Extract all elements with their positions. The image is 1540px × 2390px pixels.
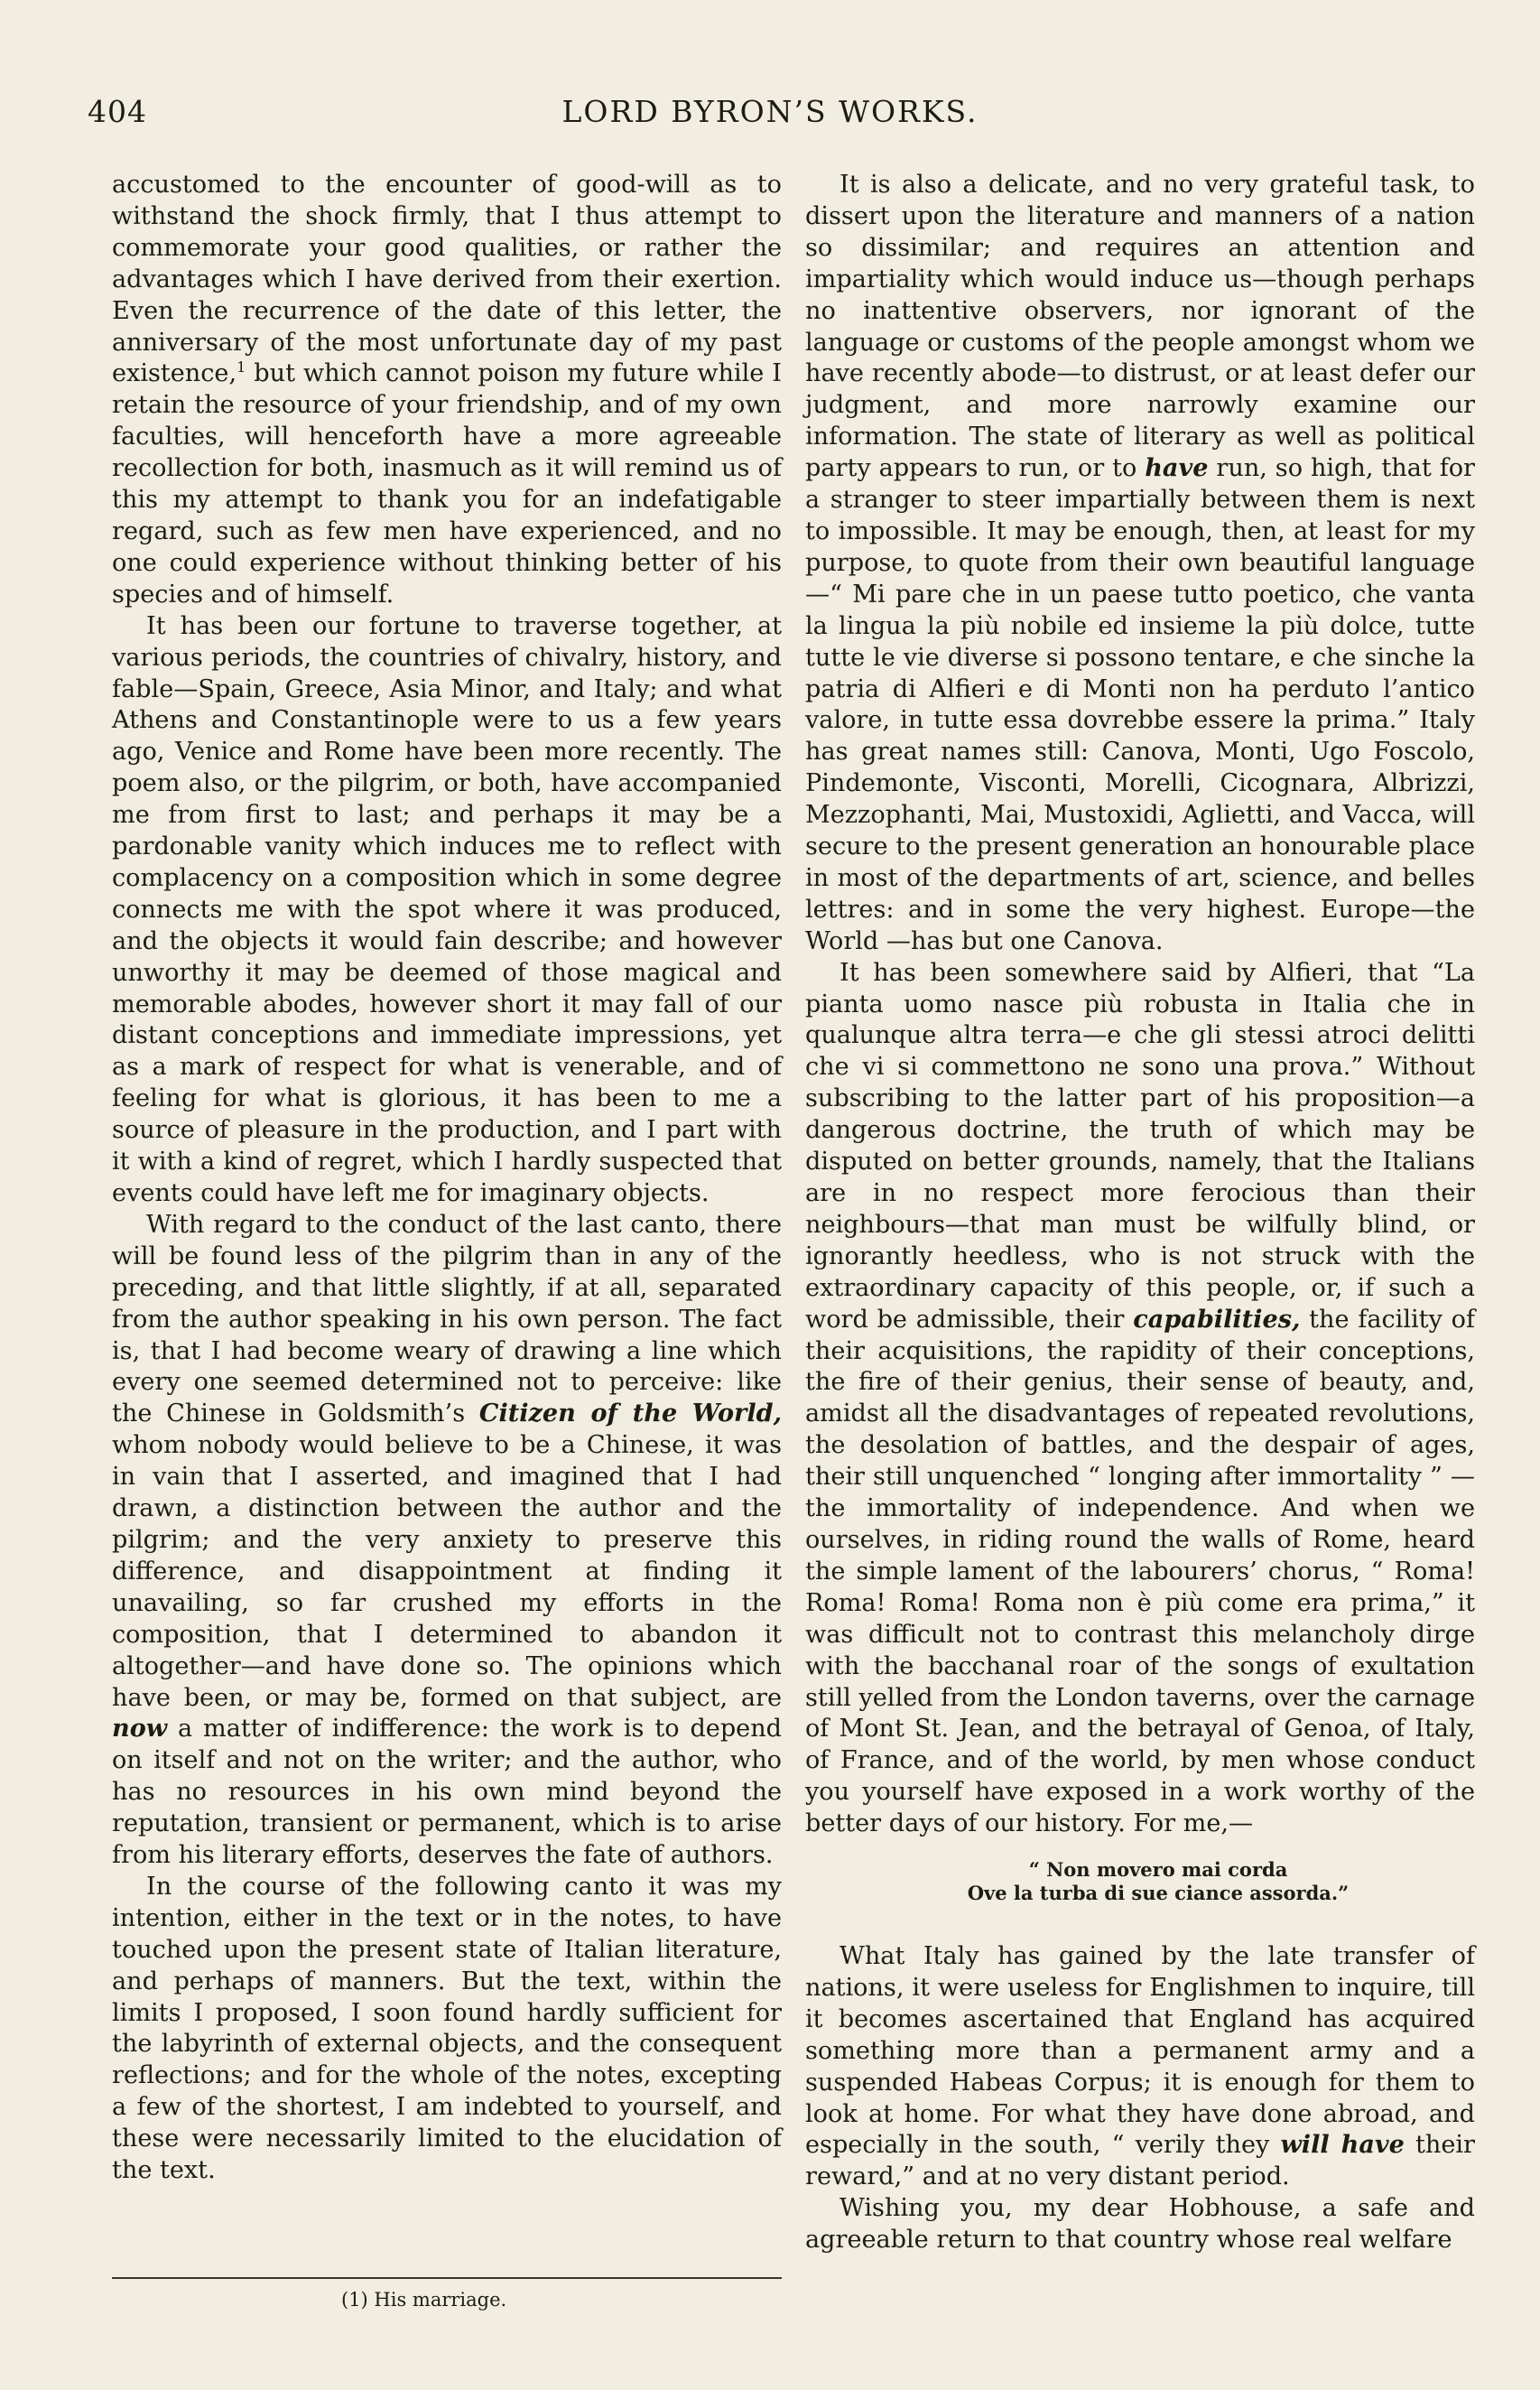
paragraph: In the course of the following canto it was my intention, either in the text or in the notes, to have touched upon the present state of Italian literature, and perhaps of manners. But the text, within the limits I proposed, I soon found hardly sufficient for the labyrinth of external objects, and the consequent reflections; and for the whole of the notes, excepting a few of the shortest, I am indebted to yourself, and these were necessarily limited to the elucidation of the text.: [112, 1872, 782, 2185]
paragraph: Wishing you, my dear Hobhouse, a safe and agreeable return to that country whose real welfare: [805, 2194, 1475, 2255]
quote-line: Ove la turba di sue ciance assorda.”: [967, 1882, 1350, 1905]
running-title: LORD BYRON’S WORKS.: [561, 94, 979, 129]
book-title: Citizen of the World,: [478, 1400, 783, 1428]
left-column: [112, 170, 782, 2187]
paragraph: With regard to the conduct of the last canto, there will be found less of the pilgrim than in any of the preceding, and that little slightly, if at all, separated from the author speaking in his own person. The fact is, that I had become weary of drawing a line which every one seemed determined not to perceive: like the Chinese in Goldsmith’s Citizen of the World, whom nobody would believe to be a Chinese, it was in vain that I asserted, and imagined that I had drawn, a distinction between the author and the pilgrim; and the very anxiety to preserve this difference, and disappointment at finding it unavailing, so far crushed my efforts in the composition, that I determined to abandon it altogether—and have done so. The opinions which have been, or may be, formed on that subject, are now a matter of indifference: the work is to depend on itself and not on the writer; and the author, who has no resources in his own mind beyond the reputation, transient or permanent, which is to arise from his literary efforts, deserves the fate of authors.: [112, 1210, 783, 1870]
paragraph: It is also a delicate, and no very grateful task, to dissert upon the literature and manners of a nation so dissimilar; and requires an attention and impartiality which would induce us—though perhaps no inattentive observers, nor ignorant of the language or customs of the people amongst whom we have recently abode—to distrust, or at least defer our judgment, and more narrowly examine our information. The state of literary as well as political party appears to run, or to have run, so high, that for a stranger to steer impartially between them is next to impossible. It may be enough, then, at least for my purpose, to quote from their own beautiful language—“ Mi pare che in un paese tutto poetico, che vanta la lingua la più nobile ed insieme la più dolce, tutte tutte le vie diverse si possono tentare, e che sinche la patria di Alfieri e di Monti non ha perduto l’antico valore, in tutte essa dovrebbe essere la prima.” Italy has great names still: Canova, Monti, Ugo Foscolo, Pindemonte, Visconti, Morelli, Cicognara, Albrizzi, Mezzophanti, Mai, Mustoxidi, Aglietti, and Vacca, will secure to the present generation an honourable place in most of the departments of art, science, and belles lettres: and in some the very highest. Europe—the World —has but one Canova.: [805, 171, 1475, 955]
footnote-rule: [112, 2277, 782, 2279]
right-column: [805, 170, 1475, 2256]
paragraph: What Italy has gained by the late transfer of nations, it were useless for Englishmen to inquire, till it becomes ascertained that England has acquired something more than a permanent army and a suspended Habeas Corpus; it is enough for them to look at home. For what they have done abroad, and especially in the south, “ verily they will have their reward,” and at no very distant period.: [805, 1942, 1475, 2191]
paragraph: accustomed to the encounter of good-will as to withstand the shock firmly, that I thus attempt to commemorate your good qualities, or rather the advantages which I have derived from their exertion. Even the recurrence of the date of this letter, the anniversary of the most unfortunate day of my past existence,$^1$ but which cannot poison my future while I retain the resource of your friendship, and of my own faculties, will henceforth have a more agreeable recollection for both, inasmuch as it will remind us of this my attempt to thank you for an indefatigable regard, such as few men have experienced, and no one could experience without thinking better of his species and of himself.: [112, 171, 782, 609]
page-number: 404: [88, 94, 147, 129]
footnote: (1) His marriage.: [341, 2289, 507, 2311]
paragraph: It has been somewhere said by Alfieri, that “La pianta uomo nasce più robusta in Italia che in qualunque altra terra—e che gli stessi atroci delitti che vi si commettono ne sono una prova.” Without subscribing to the latter part of his proposition—a dangerous doctrine, the truth of which may be disputed on better grounds, namely, that the Italians are in no respect more ferocious than their neighbours—that man must be wilfully blind, or ignorantly heedless, who is not struck with the extraordinary capacity of this people, or, if such a word be admissible, their capabilities, the facility of their acquisitions, the rapidity of their conceptions, the fire of their genius, their sense of beauty, and, amidst all the disadvantages of repeated revolutions, the desolation of battles, and the despair of ages, their still unquenched “ longing after immortality ” —the immortality of independence. And when we ourselves, in riding round the walls of Rome, heard the simple lament of the labourers’ chorus, “ Roma! Roma! Roma! Roma non è più come era prima,” it was difficult not to contrast this melancholy dirge with the bacchanal roar of the songs of exultation still yelled from the London taverns, over the carnage of Mont St. Jean, and the betrayal of Genoa, of Italy, of France, and of the world, by men whose conduct you yourself have exposed in a work worthy of the better days of our history. For me,—: [805, 958, 1475, 1838]
emphasis: capabilities,: [1133, 1305, 1301, 1334]
emphasis: have: [1145, 454, 1209, 483]
paragraph: It has been our fortune to traverse together, at various periods, the countries of chivalry, history, and fable—Spain, Greece, Asia Minor, and Italy; and what Athens and Constantinople were to us a few years ago, Venice and Rome have been more recently. The poem also, or the pilgrim, or both, have accompanied me from first to last; and perhaps it may be a pardonable vanity which induces me to reflect with complacency on a composition which in some degree connects me with the spot where it was produced, and the objects it would fain describe; and however unworthy it may be deemed of those magical and memorable abodes, however short it may fall of our distant conceptions and immediate impressions, yet as a mark of respect for what is venerable, and of feeling for what is glorious, it has been to me a source of pleasure in the production, and I part with it with a kind of regret, which I hardly suspected that events could have left me for imaginary objects.: [112, 611, 782, 1207]
footnote-marker[interactable]: 1: [237, 358, 246, 377]
emphasis: will have: [1280, 2131, 1405, 2160]
verse-quote: [805, 1858, 1475, 1905]
quote-line: “ Non movero mai corda: [1028, 1858, 1288, 1882]
emphasis: now: [112, 1715, 168, 1744]
